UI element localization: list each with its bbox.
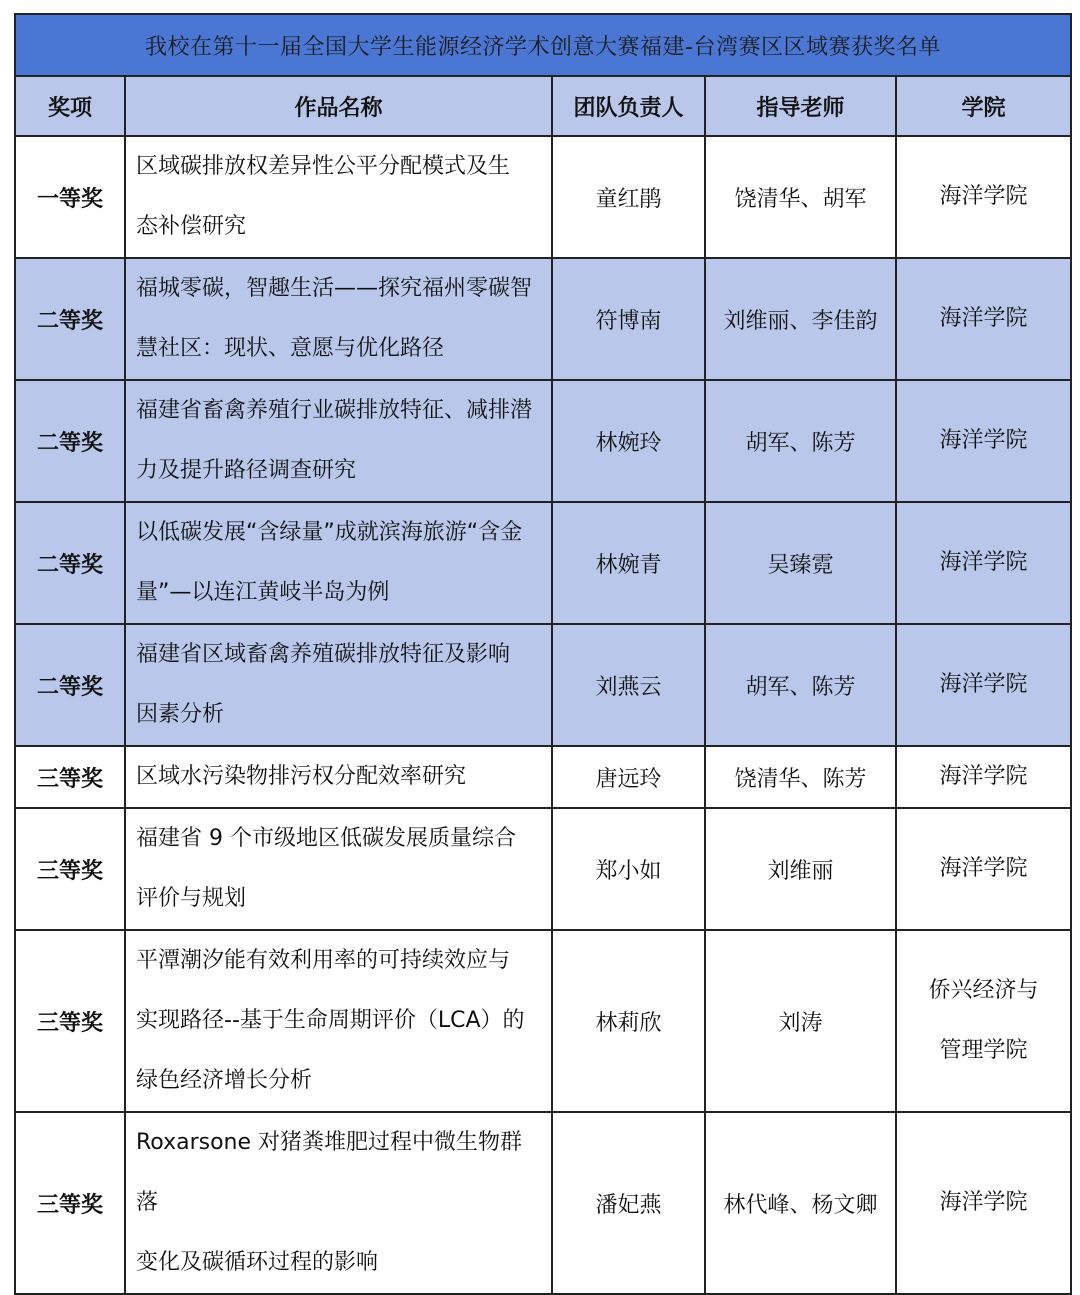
leader-cell: 童红鹃 xyxy=(552,136,705,258)
header-award: 奖项 xyxy=(15,76,125,136)
leader-cell: 潘妃燕 xyxy=(552,1112,705,1294)
college-line: 海洋学院 xyxy=(939,856,1028,881)
college-line: 海洋学院 xyxy=(939,1190,1028,1215)
award-cell: 三等奖 xyxy=(15,930,125,1112)
table-row xyxy=(15,380,1071,502)
work-title-cell xyxy=(125,746,552,808)
leader-cell: 符博南 xyxy=(552,258,705,380)
advisor-cell: 吴臻霓 xyxy=(705,502,896,624)
work-title-line: 区域碳排放权差异性公平分配模式及生 xyxy=(136,154,511,179)
work-title-line: 因素分析 xyxy=(136,702,225,727)
table-row xyxy=(15,930,1071,1112)
work-title-line: 量”—以连江黄岐半岛为例 xyxy=(136,580,390,605)
college-cell xyxy=(896,380,1071,502)
work-title-line: 评价与规划 xyxy=(136,886,247,911)
award-cell: 二等奖 xyxy=(15,624,125,746)
table-row xyxy=(15,136,1071,258)
leader-cell: 刘燕云 xyxy=(552,624,705,746)
work-title-line: 福城零碳，智趣生活——探究福州零碳智 xyxy=(136,276,533,301)
award-cell: 二等奖 xyxy=(15,380,125,502)
work-title-line: 变化及碳循环过程的影响 xyxy=(136,1250,379,1275)
work-title-line: 实现路径--基于生命周期评价（LCA）的 xyxy=(136,1008,525,1033)
work-title-cell xyxy=(125,930,552,1112)
work-title-cell xyxy=(125,380,552,502)
work-title-cell xyxy=(125,808,552,930)
table-row xyxy=(15,624,1071,746)
table-row xyxy=(15,808,1071,930)
leader-cell: 郑小如 xyxy=(552,808,705,930)
work-title-line: 绿色经济增长分析 xyxy=(136,1068,313,1093)
table-title: 我校在第十一届全国大学生能源经济学术创意大赛福建-台湾赛区区域赛获奖名单 xyxy=(15,14,1071,76)
award-cell: 三等奖 xyxy=(15,1112,125,1294)
award-cell: 二等奖 xyxy=(15,258,125,380)
advisor-cell: 刘涛 xyxy=(705,930,896,1112)
work-title-cell xyxy=(125,502,552,624)
college-line: 海洋学院 xyxy=(939,764,1028,789)
table-row xyxy=(15,1112,1071,1294)
work-title-line: 态补偿研究 xyxy=(136,214,247,239)
college-line: 海洋学院 xyxy=(939,184,1028,209)
table-row xyxy=(15,258,1071,380)
work-title-cell xyxy=(125,258,552,380)
header-advisor: 指导老师 xyxy=(705,76,896,136)
work-title-line: 平潭潮汐能有效利用率的可持续效应与 xyxy=(136,948,511,973)
work-title-line: Roxarsone 对猪粪堆肥过程中微生物群落 xyxy=(136,1130,523,1215)
advisor-cell: 刘维丽 xyxy=(705,808,896,930)
work-title-cell xyxy=(125,136,552,258)
college-cell xyxy=(896,502,1071,624)
awards-table xyxy=(14,13,1072,1295)
college-line: 海洋学院 xyxy=(939,428,1028,453)
work-title-cell xyxy=(125,1112,552,1294)
advisor-cell: 胡军、陈芳 xyxy=(705,624,896,746)
table-row xyxy=(15,502,1071,624)
college-cell xyxy=(896,258,1071,380)
leader-cell: 林婉青 xyxy=(552,502,705,624)
work-title-line: 区域水污染物排污权分配效率研究 xyxy=(136,764,467,789)
advisor-cell: 胡军、陈芳 xyxy=(705,380,896,502)
college-cell xyxy=(896,746,1071,808)
advisor-cell: 刘维丽、李佳韵 xyxy=(705,258,896,380)
header-college: 学院 xyxy=(896,76,1071,136)
work-title-line: 福建省区域畜禽养殖碳排放特征及影响 xyxy=(136,642,511,667)
college-line: 侨兴经济与 xyxy=(928,978,1039,1003)
header-leader: 团队负责人 xyxy=(552,76,705,136)
work-title-line: 力及提升路径调查研究 xyxy=(136,458,357,483)
college-cell xyxy=(896,624,1071,746)
college-line: 海洋学院 xyxy=(939,306,1028,331)
college-cell xyxy=(896,808,1071,930)
advisor-cell: 饶清华、胡军 xyxy=(705,136,896,258)
work-title-cell xyxy=(125,624,552,746)
leader-cell: 唐远玲 xyxy=(552,746,705,808)
college-line: 管理学院 xyxy=(939,1038,1028,1063)
work-title-line: 慧社区：现状、意愿与优化路径 xyxy=(136,336,445,361)
award-cell: 一等奖 xyxy=(15,136,125,258)
college-cell xyxy=(896,1112,1071,1294)
work-title-line: 以低碳发展“含绿量”成就滨海旅游“含金 xyxy=(136,520,523,545)
work-title-line: 福建省畜禽养殖行业碳排放特征、减排潜 xyxy=(136,398,533,423)
table-row xyxy=(15,746,1071,808)
college-line: 海洋学院 xyxy=(939,672,1028,697)
college-cell xyxy=(896,930,1071,1112)
work-title-line: 福建省 9 个市级地区低碳发展质量综合 xyxy=(136,826,516,851)
header-work: 作品名称 xyxy=(125,76,552,136)
award-cell: 二等奖 xyxy=(15,502,125,624)
advisor-cell: 饶清华、陈芳 xyxy=(705,746,896,808)
award-cell: 三等奖 xyxy=(15,746,125,808)
advisor-cell: 林代峰、杨文卿 xyxy=(705,1112,896,1294)
leader-cell: 林婉玲 xyxy=(552,380,705,502)
college-line: 海洋学院 xyxy=(939,550,1028,575)
header-row xyxy=(15,76,1071,136)
leader-cell: 林莉欣 xyxy=(552,930,705,1112)
college-cell xyxy=(896,136,1071,258)
award-cell: 三等奖 xyxy=(15,808,125,930)
